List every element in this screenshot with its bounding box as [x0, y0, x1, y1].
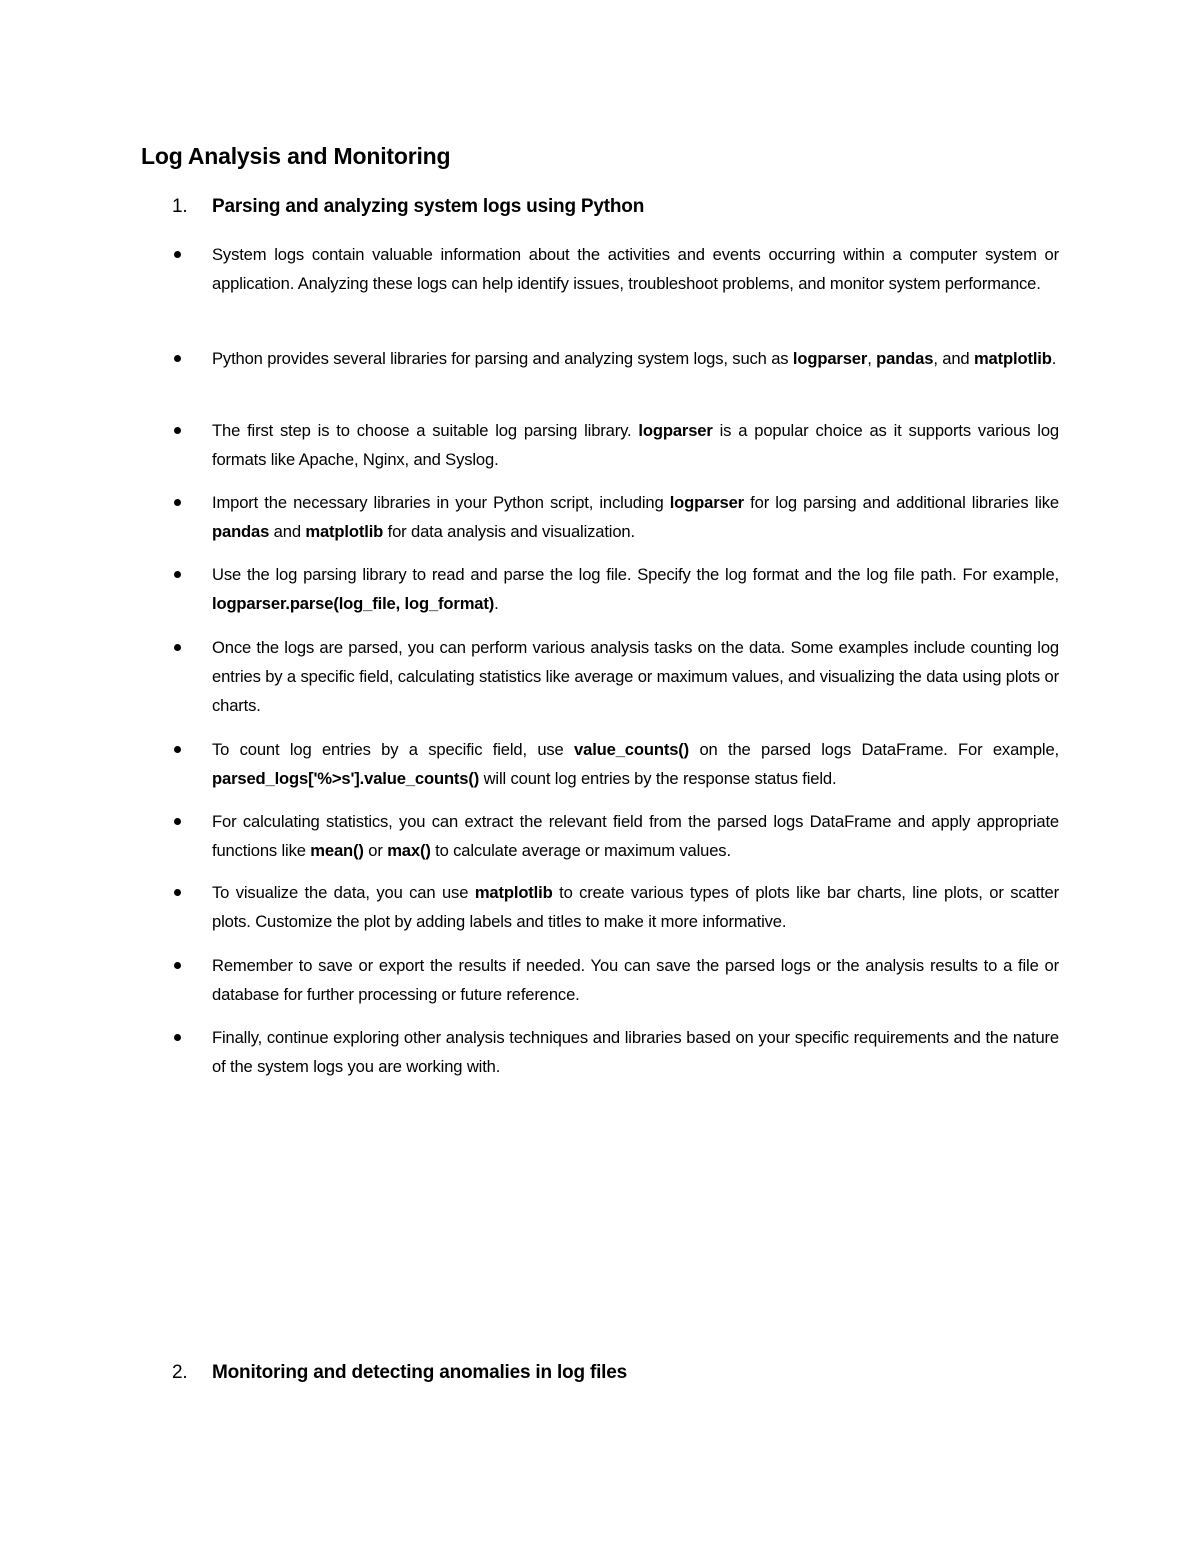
text-run: . [494, 594, 499, 613]
text-run: or [363, 841, 388, 860]
bullet-dot-icon [174, 355, 181, 362]
list-item [212, 807, 1059, 865]
text-run: for data analysis and visualization. [383, 522, 635, 541]
section-heading-text: Parsing and analyzing system logs using Python [212, 196, 645, 217]
list-item [212, 878, 1059, 936]
text-run: Import the necessary libraries in your Python script, including [212, 493, 670, 512]
section-heading-2 [172, 1362, 627, 1384]
bullet-dot-icon [174, 746, 181, 753]
text-run: Once the logs are parsed, you can perform various analysis tasks on the data. Some examples include counting log entries by a specific field, calculating statistics like average or maximum values, and visualizing the data using plots or charts. [212, 638, 1059, 715]
text-run: Python provides several libraries for parsing and analyzing system logs, such as [212, 349, 793, 368]
section-number: 1. [172, 196, 188, 217]
text-run: to create various types of plots like bar charts, line plots, or scatter plots. Customize the plot by adding labels and titles to make it more informative. [212, 883, 1060, 931]
list-item [212, 1023, 1059, 1081]
bold-term: matplotlib [973, 349, 1052, 368]
text-run: Use the log parsing library to read and parse the log file. Specify the log format and the log file path. For example, [212, 565, 1059, 584]
bold-term: logparser [792, 349, 868, 368]
bold-term: max() [387, 841, 431, 860]
text-run: and [269, 522, 306, 541]
text-run: . [1051, 349, 1057, 368]
bold-term: mean() [310, 841, 364, 860]
text-run: Finally, continue exploring other analysis techniques and libraries based on your specific requirements and the nature of the system logs you are working with. [212, 1028, 1059, 1076]
list-item [212, 633, 1059, 720]
text-run: Remember to save or export the results if needed. You can save the parsed logs or the analysis results to a file or database for further processing or future reference. [212, 956, 1059, 1004]
bullet-dot-icon [174, 571, 181, 578]
bullet-dot-icon [174, 1034, 181, 1041]
bullet-dot-icon [174, 251, 181, 258]
text-run: to calculate average or maximum values. [430, 841, 731, 860]
bold-term: logparser.parse(log_file, log_format) [212, 594, 495, 613]
document-title: Log Analysis and Monitoring [141, 143, 451, 169]
list-item [212, 735, 1059, 793]
section-heading-text: Monitoring and detecting anomalies in log files [212, 1362, 627, 1383]
text-run: For calculating statistics, you can extract the relevant field from the parsed logs DataFrame and apply appropriate functions like [212, 812, 1059, 860]
text-run: on the parsed logs DataFrame. For example, [689, 740, 1059, 759]
text-run: for log parsing and additional libraries like [744, 493, 1059, 512]
bold-term: parsed_logs['%>s'].value_counts() [212, 769, 480, 788]
list-item [212, 240, 1059, 298]
text-run: To count log entries by a specific field, use [212, 740, 575, 759]
text-run: System logs contain valuable information about the activities and events occurring within a computer system or application. Analyzing these logs can help identify issues, troubleshoot problems, and monitor system performance. [212, 245, 1059, 293]
bold-term: matplotlib [305, 522, 384, 541]
text-run: , and [933, 349, 974, 368]
section-heading-1 [172, 196, 644, 218]
text-run: To visualize the data, you can use [212, 883, 475, 902]
bold-term: logparser [669, 493, 744, 512]
bullet-dot-icon [174, 499, 181, 506]
bold-term: pandas [212, 522, 270, 541]
bullet-dot-icon [174, 427, 181, 434]
list-item [212, 416, 1059, 474]
text-run: , [867, 349, 877, 368]
list-item [212, 951, 1059, 1009]
text-run: is a popular choice as it supports various log formats like Apache, Nginx, and Syslog. [212, 421, 1059, 469]
text-run: will count log entries by the response status field. [479, 769, 837, 788]
bold-term: pandas [876, 349, 934, 368]
bold-term: logparser [638, 421, 713, 440]
text-run: The first step is to choose a suitable log parsing library. [212, 421, 639, 440]
bullet-dot-icon [174, 644, 181, 651]
bold-term: matplotlib [474, 883, 553, 902]
bullet-dot-icon [174, 818, 181, 825]
bullet-dot-icon [174, 889, 181, 896]
list-item [212, 560, 1059, 618]
list-item [212, 488, 1059, 546]
section-number: 2. [172, 1362, 188, 1383]
bold-term: value_counts() [574, 740, 690, 759]
list-item [212, 344, 1059, 373]
bullet-dot-icon [174, 962, 181, 969]
